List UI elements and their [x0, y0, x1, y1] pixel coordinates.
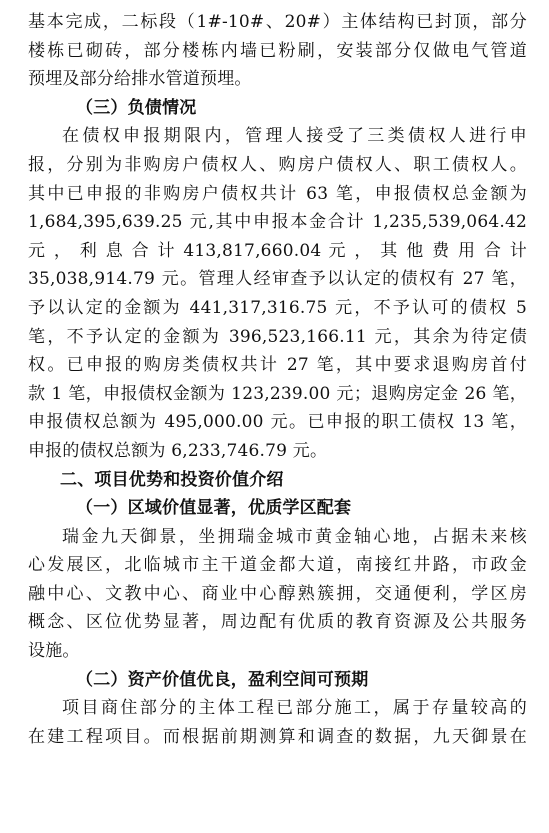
subsection-heading-asset-value: （二）资产价值优良，盈利空间可预期 [76, 669, 369, 690]
body-line-15: 申报债权总额为 495,000.00 元。已申报的职工债权 13 笔， [28, 412, 527, 433]
body-line-13: 权。已申报的购房类债权共计 27 笔，其中要求退购房首付 [28, 355, 527, 376]
body-line-11: 予以认定的金额为 441,317,316.75 元，不予认可的债权 5 [28, 297, 527, 318]
body-line-20: 心发展区，北临城市主干道金都大道，南接红井路，市政金 [28, 555, 527, 576]
body-line-19: 瑞金九天御景，坐拥瑞金城市黄金轴心地，占据未来核 [62, 526, 527, 547]
section-heading-liabilities: （三）负债情况 [76, 97, 197, 118]
body-line-1: 基本完成，二标段（1#-10#、20#）主体结构已封顶，部分 [28, 12, 527, 32]
body-line-16: 申报的债权总额为 6,233,746.79 元。 [28, 440, 328, 461]
section-heading-project-advantages: 二、项目优势和投资价值介绍 [60, 469, 284, 490]
body-line-5: 在债权申报期限内，管理人接受了三类债权人进行申 [62, 126, 527, 147]
body-line-22: 概念、区位优势显著，周边配有优质的教育资源及公共服务 [28, 612, 527, 633]
body-line-25: 项目商住部分的主体工程已部分施工，属于存量较高的 [62, 698, 527, 719]
body-line-3: 预埋及部分给排水管道预埋。 [28, 69, 252, 90]
body-line-14: 款 1 笔，申报债权金额为 123,239.00 元；退购房定金 26 笔， [28, 383, 527, 404]
body-line-10: 35,038,914.79 元。管理人经审查予以认定的债权有 27 笔， [28, 269, 527, 290]
body-line-8: 1,684,395,639.25 元,其中申报本金合计 1,235,539,064.42 [28, 212, 527, 233]
body-line-6: 报，分别为非购房户债权人、购房户债权人、职工债权人。 [28, 154, 527, 175]
body-line-7: 其中已申报的非购房户债权共计 63 笔，申报债权总金额为 [28, 183, 527, 204]
subsection-heading-regional-value: （一）区域价值显著，优质学区配套 [76, 498, 352, 519]
body-line-2: 楼栋已砌砖，部分楼栋内墙已粉刷，安装部分仅做电气管道 [28, 40, 527, 61]
body-line-21: 融中心、文教中心、商业中心醇熟簇拥，交通便利，学区房 [28, 583, 527, 604]
body-line-9: 元 ， 利 息 合 计 413,817,660.04 元 ， 其 他 费 用 合 计 [28, 240, 527, 261]
body-line-12: 笔，不予认定的金额为 396,523,166.11 元，其余为待定债 [28, 326, 527, 347]
body-line-26: 在建工程项目。而根据前期测算和调查的数据，九天御景在 [28, 726, 527, 747]
body-line-23: 设施。 [28, 641, 80, 662]
